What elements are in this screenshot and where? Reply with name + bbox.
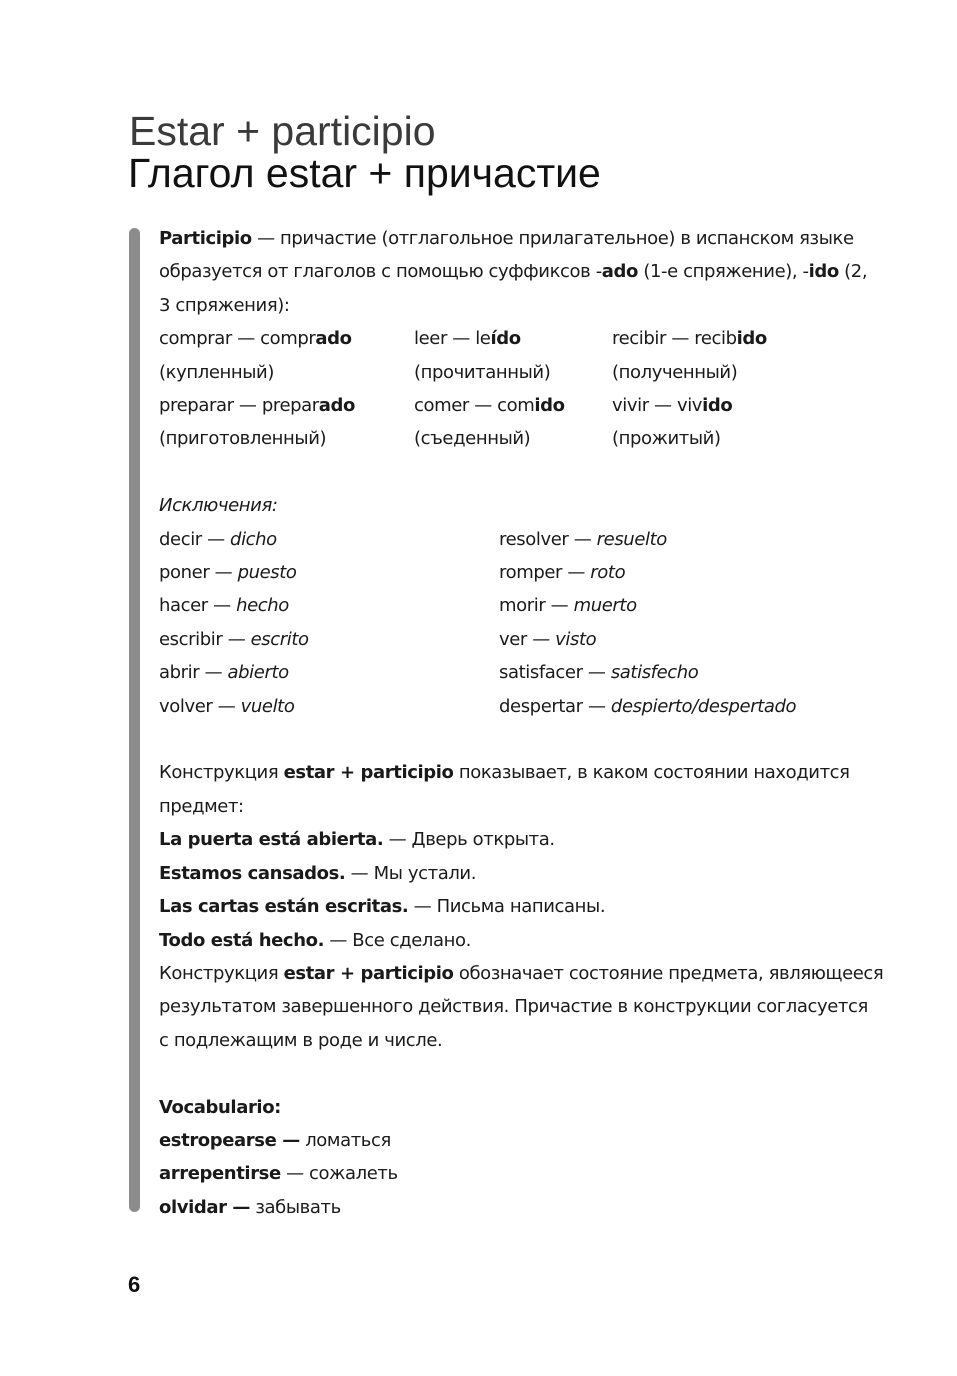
- exception-item: resolver — resuelto: [499, 528, 667, 550]
- construction-paragraph-1: Конструкция estar + participio показывает, в каком состоянии находится: [159, 762, 850, 784]
- construction-paragraph-2-line-3: с подлежащим в роде и числе.: [159, 1029, 443, 1051]
- exception-item: despertar — despierto/despertado: [499, 695, 797, 717]
- spacer: [159, 456, 859, 489]
- content-block: [159, 222, 884, 1224]
- regular-example: preparar — preparado (приготовленный): [159, 395, 355, 450]
- exception-row: [159, 656, 859, 689]
- example-sentence: Estamos cansados. — Мы устали.: [159, 862, 477, 884]
- exception-item: ver — visto: [499, 628, 597, 650]
- exception-item: escribir — escrito: [159, 628, 309, 650]
- exception-item: poner — puesto: [159, 562, 297, 584]
- intro-text: образуется от глаголов с помощью суффиксов -: [159, 261, 602, 283]
- intro-text: (1-е спряжение), -: [638, 261, 809, 283]
- sidebar-accent-bar: [129, 228, 140, 1212]
- example-sentence: Las cartas están escritas. — Письма написаны.: [159, 896, 606, 918]
- exception-row: [159, 690, 859, 723]
- exception-row: [159, 623, 859, 656]
- regular-example: recibir — recibido (полученный): [612, 328, 767, 383]
- construction-paragraph-1-end: предмет:: [159, 795, 244, 817]
- regular-row-2: [159, 389, 859, 456]
- vocabulary-item: arrepentirse — сожалеть: [159, 1163, 398, 1185]
- exception-item: decir — dicho: [159, 528, 277, 550]
- title-russian: Глагол estar + причастие: [128, 150, 601, 196]
- exception-row: [159, 589, 859, 622]
- construction-paragraph-2: Конструкция estar + participio обозначает состояние предмета, являющееся: [159, 962, 884, 984]
- exception-item: romper — roto: [499, 562, 626, 584]
- vocabulary-heading: Vocabulario:: [159, 1096, 281, 1118]
- intro-line-1: [159, 222, 859, 255]
- exception-row: [159, 556, 859, 589]
- suffix-ido: ido: [808, 261, 839, 283]
- intro-term: Participio: [159, 228, 252, 249]
- exception-item: morir — muerto: [499, 595, 637, 617]
- example-sentence: La puerta está abierta. — Дверь открыта.: [159, 829, 555, 851]
- spacer: [159, 723, 859, 756]
- construction-paragraph-2-line-2: результатом завершенного действия. Причастие в конструкции согласуется: [159, 996, 868, 1018]
- regular-example: comer — comido (съеденный): [414, 395, 565, 450]
- exception-item: hacer — hecho: [159, 595, 289, 617]
- regular-row-1: [159, 322, 859, 389]
- intro-line-3: 3 спряжения):: [159, 294, 290, 316]
- exception-item: volver — vuelto: [159, 695, 295, 717]
- regular-example: vivir — vivido (прожитый): [612, 395, 733, 450]
- intro-text: (2,: [838, 261, 868, 283]
- spacer: [159, 1057, 859, 1090]
- exception-row: [159, 523, 859, 556]
- vocabulary-item: olvidar — забывать: [159, 1196, 341, 1218]
- exception-item: satisfacer — satisfecho: [499, 662, 699, 684]
- example-sentence: Todo está hecho. — Все сделано.: [159, 929, 471, 951]
- page-number: 6: [128, 1272, 141, 1297]
- regular-example: leer — leído (прочитанный): [414, 328, 551, 383]
- exception-item: abrir — abierto: [159, 662, 289, 684]
- intro-text: — причастие (отглагольное прилагательное) в испанском языке: [251, 228, 854, 249]
- intro-line-2: [159, 255, 868, 288]
- title-spanish: Estar + participio: [129, 108, 436, 154]
- vocabulary-item: estropearse — ломаться: [159, 1129, 391, 1151]
- suffix-ado: ado: [601, 261, 638, 283]
- regular-example: comprar — comprado (купленный): [159, 328, 352, 383]
- exceptions-heading: Исключения:: [159, 495, 278, 517]
